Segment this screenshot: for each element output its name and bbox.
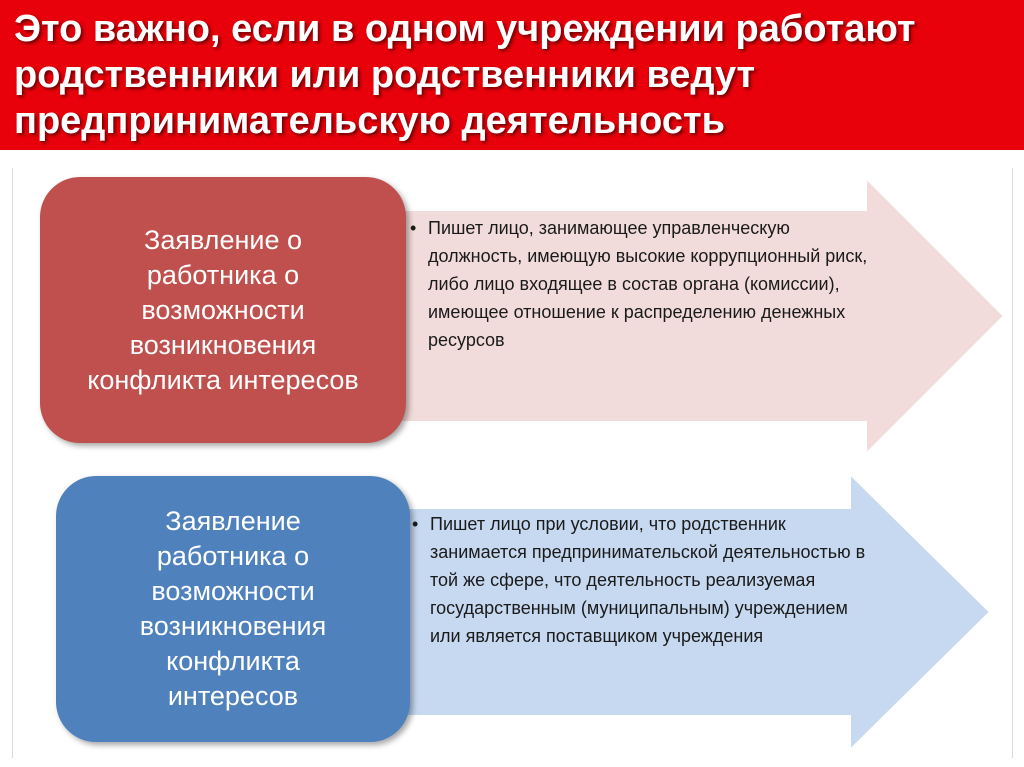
box-statement-2 — [56, 476, 410, 742]
box-statement-1-label: Заявление о работника о возможности возникновения конфликта интересов — [87, 224, 359, 395]
box-statement-2-label: Заявление работника о возможности возникновения конфликта интересов — [139, 506, 327, 711]
bullet-description-1: • Пишет лицо, занимающее управленческую должность, имеющую высокие коррупционный риск, либо лицо входящее в состав органа (комиссии), имеющее отношение к распределению денежных ресурсов — [410, 214, 878, 354]
box-statement-1 — [40, 177, 406, 443]
slide-title: Это важно, если в одном учреждении работают родственники или родственники ведут предпринимательскую деятельность — [14, 8, 916, 142]
bullet-description-2: • Пишет лицо при условии, что родственник занимается предпринимательской деятельностью в той же сфере, что деятельность реализуемая государственным (муниципальным) учреждением или является поставщиком учреждения — [412, 510, 880, 650]
